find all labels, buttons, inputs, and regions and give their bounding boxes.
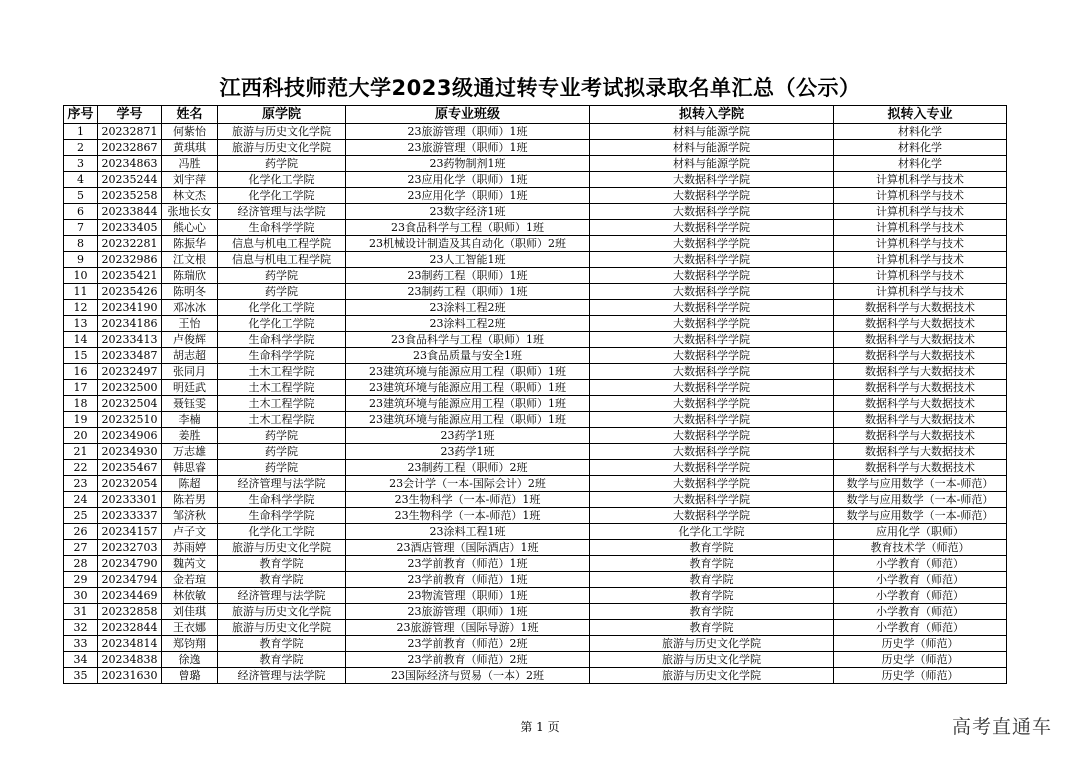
cell-target-college: 大数据科学学院 — [590, 236, 834, 252]
cell-target-college: 大数据科学学院 — [590, 396, 834, 412]
cell-name: 万志雄 — [162, 444, 218, 460]
cell-original-college: 旅游与历史文化学院 — [218, 140, 346, 156]
cell-original-college: 药学院 — [218, 268, 346, 284]
cell-seq: 12 — [64, 300, 98, 316]
cell-target-college: 大数据科学学院 — [590, 316, 834, 332]
cell-original-class: 23建筑环境与能源应用工程（职师）1班 — [346, 364, 590, 380]
cell-target-college: 大数据科学学院 — [590, 268, 834, 284]
cell-target-college: 化学化工学院 — [590, 524, 834, 540]
cell-seq: 34 — [64, 652, 98, 668]
cell-target-major: 数据科学与大数据技术 — [834, 412, 1007, 428]
cell-target-college: 大数据科学学院 — [590, 332, 834, 348]
cell-target-major: 材料化学 — [834, 156, 1007, 172]
cell-name: 姜胜 — [162, 428, 218, 444]
cell-target-college: 大数据科学学院 — [590, 412, 834, 428]
cell-original-college: 教育学院 — [218, 652, 346, 668]
cell-target-college: 大数据科学学院 — [590, 348, 834, 364]
cell-target-college: 旅游与历史文化学院 — [590, 636, 834, 652]
cell-student-id: 20232497 — [98, 364, 162, 380]
cell-original-class: 23建筑环境与能源应用工程（职师）1班 — [346, 396, 590, 412]
cell-original-college: 经济管理与法学院 — [218, 204, 346, 220]
cell-original-college: 生命科学学院 — [218, 332, 346, 348]
cell-name: 陈振华 — [162, 236, 218, 252]
cell-seq: 35 — [64, 668, 98, 684]
cell-original-college: 旅游与历史文化学院 — [218, 540, 346, 556]
cell-target-major: 数据科学与大数据技术 — [834, 396, 1007, 412]
cell-name: 刘宇萍 — [162, 172, 218, 188]
cell-name: 林依敏 — [162, 588, 218, 604]
cell-seq: 17 — [64, 380, 98, 396]
cell-target-major: 小学教育（师范） — [834, 588, 1007, 604]
cell-target-college: 教育学院 — [590, 620, 834, 636]
cell-name: 聂钰雯 — [162, 396, 218, 412]
cell-original-college: 教育学院 — [218, 636, 346, 652]
cell-target-major: 计算机科学与技术 — [834, 188, 1007, 204]
cell-seq: 19 — [64, 412, 98, 428]
cell-student-id: 20232867 — [98, 140, 162, 156]
table-row — [64, 412, 1007, 428]
table-row — [64, 604, 1007, 620]
table-row — [64, 300, 1007, 316]
cell-original-class: 23药物制剂1班 — [346, 156, 590, 172]
cell-name: 金若瑄 — [162, 572, 218, 588]
table-row — [64, 476, 1007, 492]
cell-seq: 26 — [64, 524, 98, 540]
table-row — [64, 220, 1007, 236]
cell-target-college: 大数据科学学院 — [590, 364, 834, 380]
cell-target-college: 大数据科学学院 — [590, 300, 834, 316]
cell-seq: 18 — [64, 396, 98, 412]
cell-original-college: 旅游与历史文化学院 — [218, 124, 346, 140]
cell-target-college: 教育学院 — [590, 588, 834, 604]
cell-target-college: 大数据科学学院 — [590, 188, 834, 204]
cell-target-major: 数据科学与大数据技术 — [834, 300, 1007, 316]
cell-seq: 8 — [64, 236, 98, 252]
cell-name: 刘佳琪 — [162, 604, 218, 620]
cell-student-id: 20233405 — [98, 220, 162, 236]
cell-original-college: 土木工程学院 — [218, 396, 346, 412]
cell-name: 卢子文 — [162, 524, 218, 540]
cell-seq: 33 — [64, 636, 98, 652]
cell-original-college: 药学院 — [218, 444, 346, 460]
cell-original-class: 23建筑环境与能源应用工程（职师）1班 — [346, 380, 590, 396]
cell-original-class: 23生物科学（一本-师范）1班 — [346, 508, 590, 524]
cell-seq: 14 — [64, 332, 98, 348]
cell-original-class: 23机械设计制造及其自动化（职师）2班 — [346, 236, 590, 252]
cell-original-college: 生命科学学院 — [218, 348, 346, 364]
cell-student-id: 20233487 — [98, 348, 162, 364]
table-row — [64, 236, 1007, 252]
cell-original-class: 23制药工程（职师）1班 — [346, 268, 590, 284]
table-row — [64, 316, 1007, 332]
cell-original-college: 旅游与历史文化学院 — [218, 604, 346, 620]
cell-target-major: 数据科学与大数据技术 — [834, 460, 1007, 476]
cell-original-class: 23学前教育（师范）2班 — [346, 652, 590, 668]
table-row — [64, 652, 1007, 668]
cell-original-class: 23酒店管理（国际酒店）1班 — [346, 540, 590, 556]
header-name: 姓名 — [162, 106, 218, 124]
cell-target-major: 小学教育（师范） — [834, 604, 1007, 620]
cell-student-id: 20235426 — [98, 284, 162, 300]
cell-original-class: 23旅游管理（职师）1班 — [346, 140, 590, 156]
cell-original-class: 23食品质量与安全1班 — [346, 348, 590, 364]
cell-target-major: 小学教育（师范） — [834, 572, 1007, 588]
table-row — [64, 508, 1007, 524]
cell-original-college: 化学化工学院 — [218, 524, 346, 540]
cell-original-class: 23涂料工程2班 — [346, 316, 590, 332]
table-header-row — [64, 106, 1007, 124]
cell-original-college: 信息与机电工程学院 — [218, 236, 346, 252]
cell-name: 王怡 — [162, 316, 218, 332]
cell-name: 林文杰 — [162, 188, 218, 204]
cell-target-major: 数据科学与大数据技术 — [834, 364, 1007, 380]
cell-seq: 4 — [64, 172, 98, 188]
table-row — [64, 540, 1007, 556]
cell-original-class: 23数字经济1班 — [346, 204, 590, 220]
cell-original-college: 生命科学学院 — [218, 508, 346, 524]
cell-seq: 28 — [64, 556, 98, 572]
cell-student-id: 20234186 — [98, 316, 162, 332]
table-row — [64, 188, 1007, 204]
cell-name: 江文根 — [162, 252, 218, 268]
cell-target-major: 教育技术学（师范） — [834, 540, 1007, 556]
table-row — [64, 460, 1007, 476]
cell-name: 何紫怡 — [162, 124, 218, 140]
cell-seq: 5 — [64, 188, 98, 204]
cell-name: 冯胜 — [162, 156, 218, 172]
cell-target-college: 教育学院 — [590, 540, 834, 556]
cell-target-major: 计算机科学与技术 — [834, 284, 1007, 300]
cell-student-id: 20235421 — [98, 268, 162, 284]
cell-seq: 7 — [64, 220, 98, 236]
cell-target-major: 计算机科学与技术 — [834, 172, 1007, 188]
cell-target-major: 数据科学与大数据技术 — [834, 348, 1007, 364]
cell-student-id: 20232871 — [98, 124, 162, 140]
cell-target-college: 大数据科学学院 — [590, 220, 834, 236]
table-row — [64, 524, 1007, 540]
page-number: 第 1 页 — [520, 720, 560, 734]
cell-student-id: 20235258 — [98, 188, 162, 204]
cell-student-id: 20233844 — [98, 204, 162, 220]
cell-seq: 24 — [64, 492, 98, 508]
cell-target-major: 计算机科学与技术 — [834, 252, 1007, 268]
cell-original-class: 23物流管理（职师）1班 — [346, 588, 590, 604]
header-original-college: 原学院 — [218, 106, 346, 124]
cell-seq: 9 — [64, 252, 98, 268]
cell-seq: 23 — [64, 476, 98, 492]
cell-original-college: 教育学院 — [218, 556, 346, 572]
cell-original-class: 23建筑环境与能源应用工程（职师）1班 — [346, 412, 590, 428]
cell-student-id: 20232504 — [98, 396, 162, 412]
cell-student-id: 20234906 — [98, 428, 162, 444]
table-row — [64, 140, 1007, 156]
cell-target-college: 旅游与历史文化学院 — [590, 668, 834, 684]
cell-seq: 25 — [64, 508, 98, 524]
cell-original-class: 23制药工程（职师）2班 — [346, 460, 590, 476]
cell-original-class: 23食品科学与工程（职师）1班 — [346, 332, 590, 348]
table-row — [64, 636, 1007, 652]
cell-original-college: 土木工程学院 — [218, 412, 346, 428]
cell-original-class: 23学前教育（师范）1班 — [346, 556, 590, 572]
cell-target-major: 数据科学与大数据技术 — [834, 428, 1007, 444]
cell-name: 卢俊辉 — [162, 332, 218, 348]
table-row — [64, 284, 1007, 300]
cell-target-major: 历史学（师范） — [834, 668, 1007, 684]
cell-seq: 31 — [64, 604, 98, 620]
cell-target-major: 小学教育（师范） — [834, 556, 1007, 572]
cell-target-college: 材料与能源学院 — [590, 156, 834, 172]
cell-seq: 13 — [64, 316, 98, 332]
cell-seq: 30 — [64, 588, 98, 604]
cell-student-id: 20233337 — [98, 508, 162, 524]
cell-name: 郑钧翔 — [162, 636, 218, 652]
cell-original-class: 23学前教育（师范）2班 — [346, 636, 590, 652]
cell-original-class: 23学前教育（师范）1班 — [346, 572, 590, 588]
header-target-major: 拟转入专业 — [834, 106, 1007, 124]
cell-seq: 10 — [64, 268, 98, 284]
cell-seq: 29 — [64, 572, 98, 588]
cell-seq: 16 — [64, 364, 98, 380]
cell-target-major: 数据科学与大数据技术 — [834, 444, 1007, 460]
watermark: 高考直通车 — [951, 716, 1052, 738]
cell-student-id: 20234863 — [98, 156, 162, 172]
cell-seq: 11 — [64, 284, 98, 300]
cell-original-college: 经济管理与法学院 — [218, 588, 346, 604]
cell-seq: 2 — [64, 140, 98, 156]
cell-original-college: 土木工程学院 — [218, 364, 346, 380]
table-row — [64, 124, 1007, 140]
table-row — [64, 348, 1007, 364]
table-row — [64, 556, 1007, 572]
cell-original-college: 药学院 — [218, 284, 346, 300]
cell-name: 徐逸 — [162, 652, 218, 668]
table-row — [64, 492, 1007, 508]
cell-target-major: 应用化学（职师） — [834, 524, 1007, 540]
cell-target-major: 材料化学 — [834, 140, 1007, 156]
cell-original-class: 23应用化学（职师）1班 — [346, 172, 590, 188]
cell-student-id: 20234814 — [98, 636, 162, 652]
cell-original-college: 生命科学学院 — [218, 220, 346, 236]
cell-original-class: 23食品科学与工程（职师）1班 — [346, 220, 590, 236]
cell-original-college: 经济管理与法学院 — [218, 668, 346, 684]
cell-target-major: 历史学（师范） — [834, 636, 1007, 652]
cell-name: 王衣娜 — [162, 620, 218, 636]
cell-target-major: 材料化学 — [834, 124, 1007, 140]
cell-target-college: 大数据科学学院 — [590, 428, 834, 444]
cell-name: 陈明冬 — [162, 284, 218, 300]
cell-original-college: 土木工程学院 — [218, 380, 346, 396]
cell-target-college: 大数据科学学院 — [590, 444, 834, 460]
cell-name: 张同月 — [162, 364, 218, 380]
cell-seq: 32 — [64, 620, 98, 636]
cell-target-college: 材料与能源学院 — [590, 124, 834, 140]
cell-target-college: 旅游与历史文化学院 — [590, 652, 834, 668]
cell-student-id: 20235467 — [98, 460, 162, 476]
cell-name: 陈超 — [162, 476, 218, 492]
cell-target-major: 数学与应用数学（一本-师范） — [834, 508, 1007, 524]
cell-target-major: 计算机科学与技术 — [834, 268, 1007, 284]
cell-student-id: 20234190 — [98, 300, 162, 316]
cell-name: 邓冰冰 — [162, 300, 218, 316]
cell-original-class: 23会计学（一本-国际会计）2班 — [346, 476, 590, 492]
cell-student-id: 20232510 — [98, 412, 162, 428]
cell-original-class: 23人工智能1班 — [346, 252, 590, 268]
table-row — [64, 172, 1007, 188]
cell-name: 魏芮文 — [162, 556, 218, 572]
cell-student-id: 20232986 — [98, 252, 162, 268]
cell-target-major: 数据科学与大数据技术 — [834, 332, 1007, 348]
cell-target-college: 大数据科学学院 — [590, 284, 834, 300]
cell-target-college: 教育学院 — [590, 556, 834, 572]
cell-student-id: 20231630 — [98, 668, 162, 684]
cell-original-college: 生命科学学院 — [218, 492, 346, 508]
cell-target-college: 教育学院 — [590, 572, 834, 588]
cell-target-major: 计算机科学与技术 — [834, 236, 1007, 252]
cell-original-class: 23国际经济与贸易（一本）2班 — [346, 668, 590, 684]
cell-name: 胡志超 — [162, 348, 218, 364]
cell-name: 陈瑞欣 — [162, 268, 218, 284]
cell-student-id: 20234838 — [98, 652, 162, 668]
cell-original-class: 23制药工程（职师）1班 — [346, 284, 590, 300]
cell-original-class: 23涂料工程1班 — [346, 524, 590, 540]
table-row — [64, 380, 1007, 396]
cell-original-college: 经济管理与法学院 — [218, 476, 346, 492]
cell-student-id: 20234157 — [98, 524, 162, 540]
cell-student-id: 20233301 — [98, 492, 162, 508]
cell-original-class: 23旅游管理（职师）1班 — [346, 604, 590, 620]
cell-original-class: 23旅游管理（国际导游）1班 — [346, 620, 590, 636]
cell-original-class: 23旅游管理（职师）1班 — [346, 124, 590, 140]
cell-student-id: 20235244 — [98, 172, 162, 188]
cell-original-college: 药学院 — [218, 156, 346, 172]
cell-target-college: 大数据科学学院 — [590, 204, 834, 220]
cell-name: 熊心心 — [162, 220, 218, 236]
cell-name: 苏雨婷 — [162, 540, 218, 556]
cell-target-major: 历史学（师范） — [834, 652, 1007, 668]
cell-name: 黄琪琪 — [162, 140, 218, 156]
cell-target-college: 大数据科学学院 — [590, 508, 834, 524]
cell-student-id: 20234794 — [98, 572, 162, 588]
cell-original-college: 化学化工学院 — [218, 188, 346, 204]
table-row — [64, 332, 1007, 348]
cell-target-college: 大数据科学学院 — [590, 172, 834, 188]
cell-target-major: 计算机科学与技术 — [834, 220, 1007, 236]
cell-name: 李楠 — [162, 412, 218, 428]
cell-target-college: 大数据科学学院 — [590, 380, 834, 396]
admission-table — [63, 105, 1007, 684]
table-row — [64, 396, 1007, 412]
cell-student-id: 20232844 — [98, 620, 162, 636]
table-row — [64, 572, 1007, 588]
cell-student-id: 20232054 — [98, 476, 162, 492]
cell-seq: 22 — [64, 460, 98, 476]
cell-target-major: 计算机科学与技术 — [834, 204, 1007, 220]
table-row — [64, 444, 1007, 460]
cell-original-college: 化学化工学院 — [218, 300, 346, 316]
cell-target-major: 数据科学与大数据技术 — [834, 380, 1007, 396]
cell-seq: 6 — [64, 204, 98, 220]
table-row — [64, 204, 1007, 220]
cell-seq: 3 — [64, 156, 98, 172]
cell-name: 曾璐 — [162, 668, 218, 684]
cell-student-id: 20234469 — [98, 588, 162, 604]
cell-target-college: 大数据科学学院 — [590, 252, 834, 268]
table-row — [64, 668, 1007, 684]
table-row — [64, 620, 1007, 636]
cell-target-major: 数学与应用数学（一本-师范） — [834, 476, 1007, 492]
cell-student-id: 20232858 — [98, 604, 162, 620]
cell-seq: 20 — [64, 428, 98, 444]
cell-original-class: 23应用化学（职师）1班 — [346, 188, 590, 204]
cell-original-class: 23生物科学（一本-师范）1班 — [346, 492, 590, 508]
cell-name: 张地长女 — [162, 204, 218, 220]
cell-student-id: 20232281 — [98, 236, 162, 252]
cell-target-college: 教育学院 — [590, 604, 834, 620]
header-seq: 序号 — [64, 106, 98, 124]
cell-original-college: 药学院 — [218, 460, 346, 476]
cell-target-major: 小学教育（师范） — [834, 620, 1007, 636]
table-row — [64, 252, 1007, 268]
cell-student-id: 20232500 — [98, 380, 162, 396]
cell-name: 韩思睿 — [162, 460, 218, 476]
cell-seq: 21 — [64, 444, 98, 460]
cell-original-college: 旅游与历史文化学院 — [218, 620, 346, 636]
cell-original-college: 化学化工学院 — [218, 172, 346, 188]
cell-target-college: 材料与能源学院 — [590, 140, 834, 156]
cell-student-id: 20232703 — [98, 540, 162, 556]
table-body — [64, 124, 1007, 684]
cell-student-id: 20234930 — [98, 444, 162, 460]
cell-name: 陈若男 — [162, 492, 218, 508]
cell-target-college: 大数据科学学院 — [590, 460, 834, 476]
cell-student-id: 20233413 — [98, 332, 162, 348]
cell-target-college: 大数据科学学院 — [590, 476, 834, 492]
cell-original-college: 信息与机电工程学院 — [218, 252, 346, 268]
cell-seq: 1 — [64, 124, 98, 140]
table-row — [64, 588, 1007, 604]
cell-target-major: 数学与应用数学（一本-师范） — [834, 492, 1007, 508]
header-student-id: 学号 — [98, 106, 162, 124]
table-row — [64, 428, 1007, 444]
cell-student-id: 20234790 — [98, 556, 162, 572]
cell-original-class: 23药学1班 — [346, 444, 590, 460]
document-title: 江西科技师范大学2023级通过转专业考试拟录取名单汇总（公示） — [219, 76, 861, 100]
cell-original-class: 23涂料工程2班 — [346, 300, 590, 316]
cell-original-college: 药学院 — [218, 428, 346, 444]
cell-original-class: 23药学1班 — [346, 428, 590, 444]
cell-name: 邹济秋 — [162, 508, 218, 524]
cell-seq: 15 — [64, 348, 98, 364]
cell-original-college: 化学化工学院 — [218, 316, 346, 332]
table-row — [64, 156, 1007, 172]
cell-seq: 27 — [64, 540, 98, 556]
table-row — [64, 364, 1007, 380]
header-original-class: 原专业班级 — [346, 106, 590, 124]
cell-target-college: 大数据科学学院 — [590, 492, 834, 508]
cell-original-college: 教育学院 — [218, 572, 346, 588]
cell-name: 明廷武 — [162, 380, 218, 396]
header-target-college: 拟转入学院 — [590, 106, 834, 124]
cell-target-major: 数据科学与大数据技术 — [834, 316, 1007, 332]
table-row — [64, 268, 1007, 284]
